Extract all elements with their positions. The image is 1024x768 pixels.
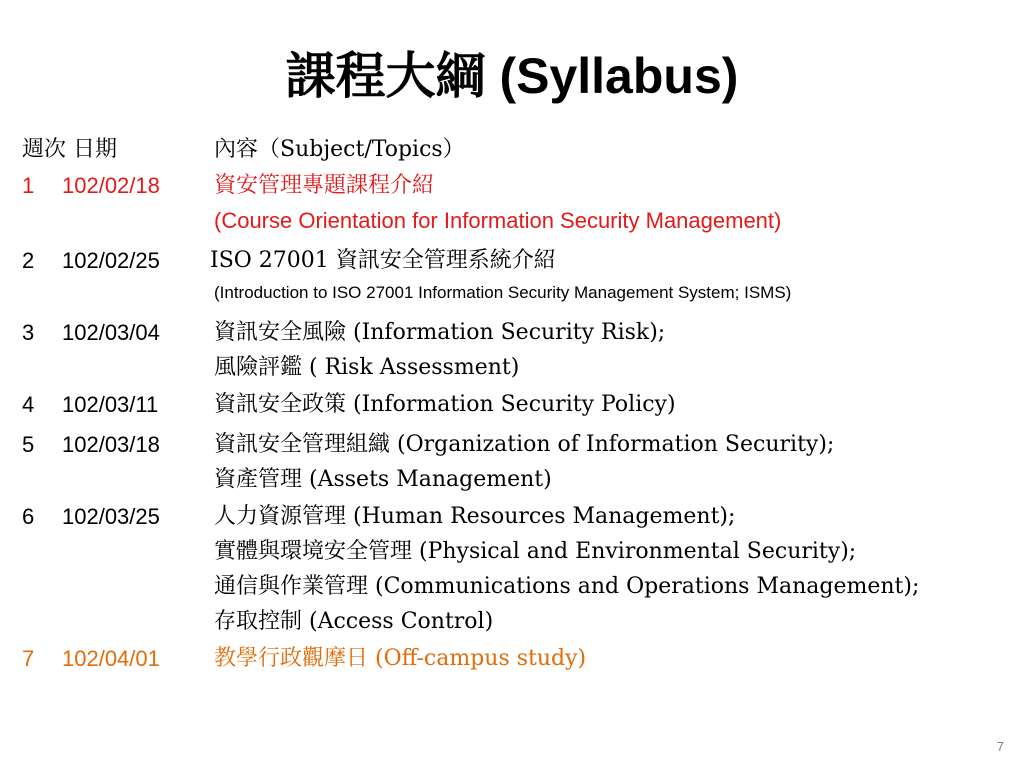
schedule-row <box>22 641 1012 677</box>
topic-line: 存取控制 (Access Control) <box>214 609 494 634</box>
title-english: (Syllabus) <box>499 48 739 104</box>
slide-title <box>0 40 1024 112</box>
week-topics <box>214 168 1012 238</box>
topic-line: 人力資源管理 (Human Resources Management); <box>214 504 736 529</box>
topic-line: 資訊安全管理組織 (Organization of Information Security); <box>214 432 835 457</box>
week-number: 1 <box>22 173 35 198</box>
week-number: 4 <box>22 392 35 417</box>
schedule-row <box>22 387 1012 427</box>
week-topics <box>214 315 1012 385</box>
week-topics <box>210 243 1012 308</box>
schedule-row <box>22 315 1012 387</box>
week-number: 2 <box>22 248 35 273</box>
topic-line: 資訊安全風險 (Information Security Risk); <box>214 320 666 345</box>
schedule-row <box>22 243 1012 315</box>
week-number: 5 <box>22 432 35 457</box>
week-topics <box>214 499 1012 639</box>
title-chinese: 課程大綱 <box>285 46 486 105</box>
week-date: 102/03/04 <box>62 320 160 345</box>
content-header: 內容（Subject/Topics） <box>214 137 465 162</box>
week-date: 102/02/25 <box>62 248 160 273</box>
week-topics <box>214 427 1012 497</box>
week-number: 7 <box>22 646 35 671</box>
week-date: 102/03/11 <box>62 392 159 417</box>
schedule-row <box>22 499 1012 641</box>
topic-line: 教學行政觀摩日 (Off-campus study) <box>214 646 587 671</box>
week-date-header: 週次 日期 <box>22 137 117 162</box>
syllabus-schedule <box>22 132 1012 677</box>
topic-line: 實體與環境安全管理 (Physical and Environmental Security); <box>214 539 857 564</box>
topic-line: (Course Orientation for Information Security Management) <box>214 208 782 233</box>
week-date: 102/02/18 <box>62 173 160 198</box>
topic-line: 資安管理專題課程介紹 <box>214 173 435 198</box>
topic-line: (Introduction to ISO 27001 Information Security Management System; ISMS) <box>214 283 792 302</box>
topic-line: 資訊安全政策 (Information Security Policy) <box>214 392 676 417</box>
week-topics <box>214 387 1012 422</box>
schedule-header <box>22 132 1012 168</box>
week-date: 102/04/01 <box>62 646 160 671</box>
week-date: 102/03/25 <box>62 504 160 529</box>
schedule-row <box>22 427 1012 499</box>
topic-line: 通信與作業管理 (Communications and Operations Management); <box>214 574 920 599</box>
topic-line: 資產管理 (Assets Management) <box>214 467 552 492</box>
week-topics <box>214 641 1012 676</box>
topic-line: 風險評鑑 ( Risk Assessment) <box>214 355 520 380</box>
week-date: 102/03/18 <box>62 432 160 457</box>
week-number: 3 <box>22 320 35 345</box>
page-number: 7 <box>996 739 1004 754</box>
topic-line: ISO 27001 資訊安全管理系統介紹 <box>210 248 556 273</box>
schedule-row <box>22 168 1012 243</box>
week-number: 6 <box>22 504 35 529</box>
